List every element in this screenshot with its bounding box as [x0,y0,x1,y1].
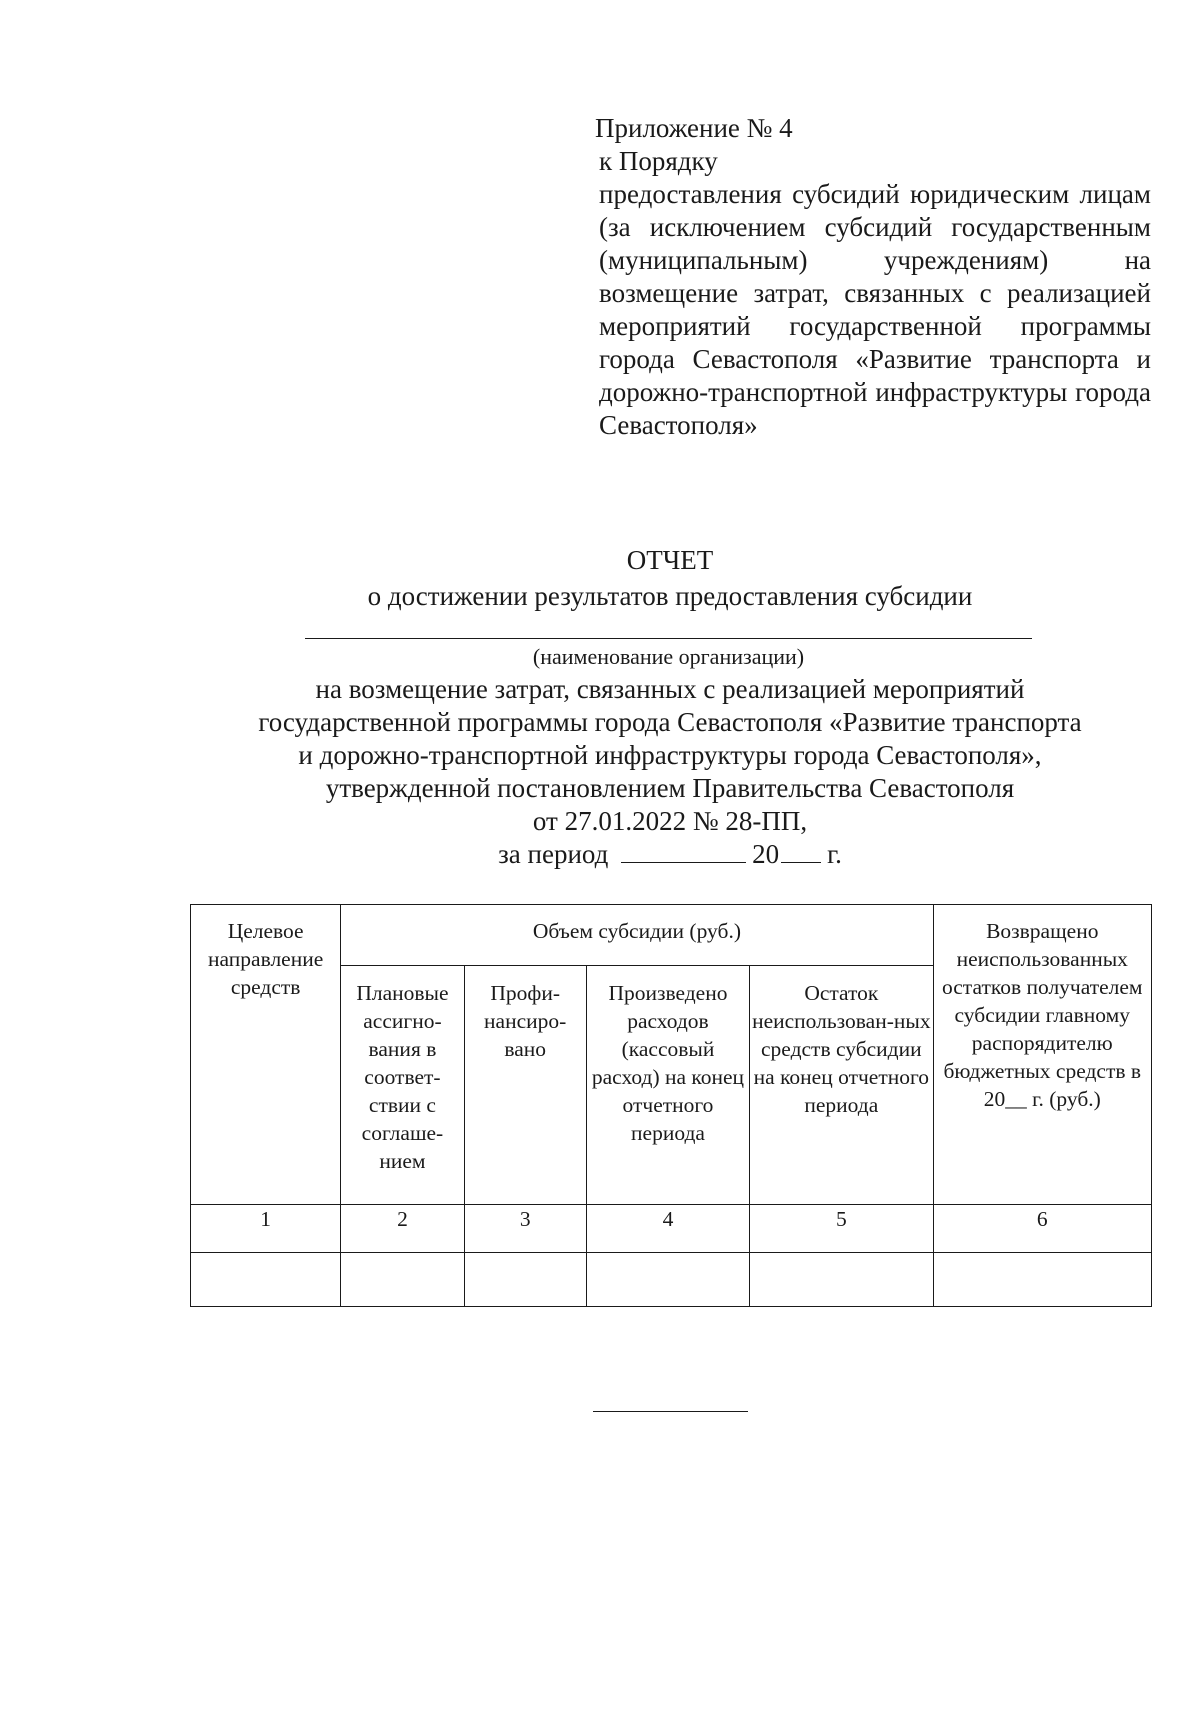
purpose-line: государственной программы города Севастополя «Развитие транспорта [258,707,1082,737]
organization-name-line [305,638,1032,639]
period-blank [621,838,746,863]
header-returned-balance: Возвращено неиспользованных остатков получателем субсидии главному распорядителю бюджетных средств в 20__ г. (руб.) [933,905,1151,1205]
appendix-number: Приложение № 4 [595,113,793,143]
header-financed: Профи-нансиро-вано [464,966,586,1205]
report-purpose [70,673,1200,838]
period-prefix: за период [498,839,609,869]
organization-caption: (наименование организации) [532,644,805,669]
column-number: 3 [464,1205,586,1253]
period-suffix: г. [827,839,842,869]
report-table [190,904,1152,1307]
header-subsidy-volume: Объем субсидии (руб.) [341,905,933,966]
period-year: 20 [752,839,780,869]
table-cell [464,1253,586,1307]
header-unused-balance: Остаток неиспользован-ных средств субсидии на конец отчетного периода [750,966,933,1205]
appendix-block [594,112,1151,442]
table-cell [191,1253,341,1307]
header-expenses: Произведено расходов (кассовый расход) на конец отчетного периода [586,966,749,1205]
table-column-numbers [191,1205,1152,1253]
appendix-order: к Порядку [599,146,718,176]
header-target-direction: Целевое направление средств [191,905,341,1205]
table-cell [586,1253,749,1307]
table-cell [750,1253,933,1307]
report-title: ОТЧЕТ [626,545,714,575]
appendix-text: предоставления субсидий юридическим лицам (за исключением субсидий государственным (муниципальным) учреждениям) на возмещение затрат, связанных с реализацией мероприятий государственной программы города Севастополя «Развитие транспорта и дорожно-транспортной инфраструктуры города Севастополя» [599,179,1151,440]
column-number: 1 [191,1205,341,1253]
column-number: 5 [750,1205,933,1253]
year-blank [781,838,821,863]
column-number: 6 [933,1205,1151,1253]
header-planned-allocations: Плановые ассигно-вания в соответ-ствии с соглаше-нием [341,966,464,1205]
report-period [70,838,1200,871]
closing-line [593,1411,748,1412]
column-number: 4 [586,1205,749,1253]
column-number: 2 [341,1205,464,1253]
purpose-line: и дорожно-транспортной инфраструктуры города Севастополя», [298,740,1042,770]
purpose-line: утвержденной постановлением Правительства Севастополя [325,773,1015,803]
table-row [191,1253,1152,1307]
table-header-row [191,905,1152,966]
purpose-line: от 27.01.2022 № 28-ПП, [532,806,808,836]
table-cell [341,1253,464,1307]
report-subtitle: о достижении результатов предоставления субсидии [367,581,973,611]
purpose-line: на возмещение затрат, связанных с реализацией мероприятий [315,674,1025,704]
table-cell [933,1253,1151,1307]
